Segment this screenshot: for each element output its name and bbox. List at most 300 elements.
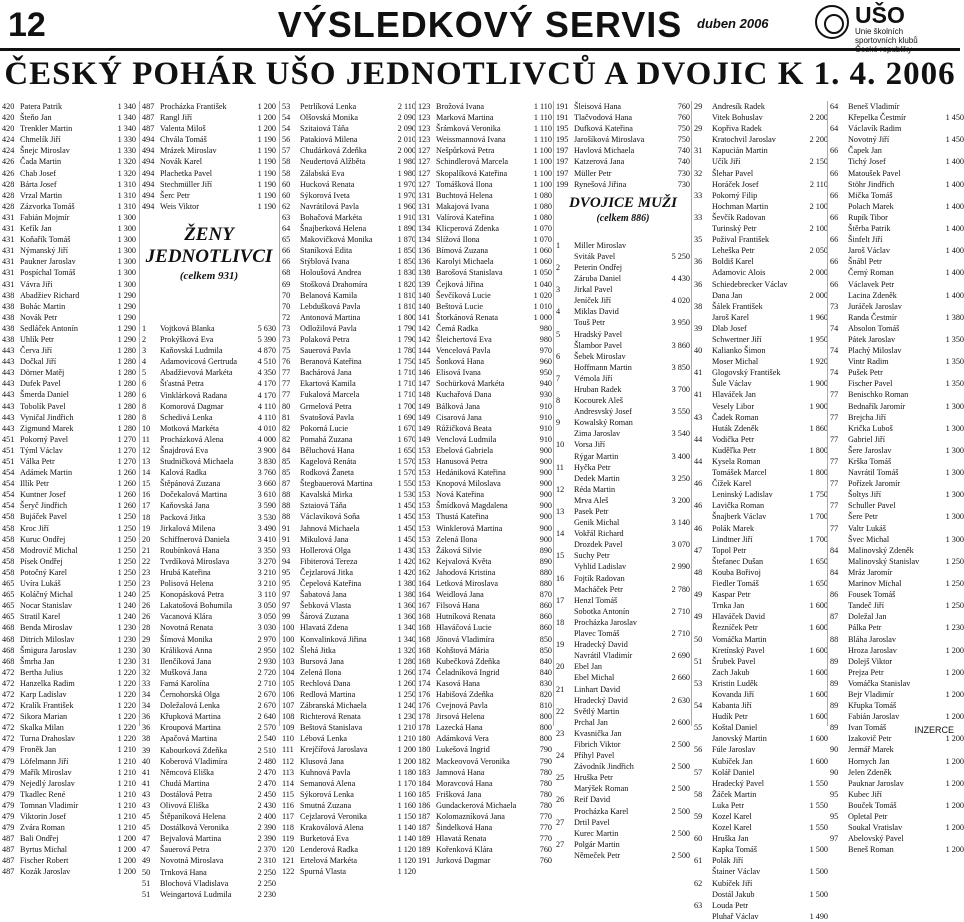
rank: 20	[142, 534, 151, 544]
result-row	[694, 323, 828, 334]
points: 890	[539, 556, 552, 566]
player-name: Zach Jakub	[712, 667, 750, 677]
points: 1 060	[533, 246, 552, 256]
rank: 97	[282, 601, 291, 611]
result-row	[418, 367, 552, 378]
result-row	[556, 573, 690, 584]
points: 1 260	[117, 468, 136, 478]
points: 1 200	[945, 756, 964, 766]
rank: 113	[282, 767, 294, 777]
rank: 119	[282, 834, 294, 844]
points: 1 700	[397, 401, 416, 411]
rank: 443	[2, 390, 15, 400]
player-name: Sztaiová Táňa	[300, 501, 347, 511]
result-row	[2, 523, 136, 534]
player-name: Hroza Jaroslav	[848, 645, 897, 655]
player-name: Vacanová Klára	[160, 612, 213, 622]
result-row	[556, 584, 690, 595]
points: 4 000	[257, 434, 276, 444]
rank	[694, 290, 712, 301]
rank: 66	[830, 146, 839, 156]
result-row	[694, 611, 828, 622]
result-row	[142, 367, 276, 378]
rank	[694, 179, 712, 190]
player-name: Šmerda Daniel	[20, 390, 69, 400]
player-name: Fukalová Marcela	[300, 390, 360, 400]
points: 1 300	[945, 534, 964, 544]
player-name: Hornych Jan	[848, 756, 890, 766]
rank	[556, 606, 574, 617]
rank: 93	[282, 545, 291, 555]
player-name: Weissmannová Ivana	[436, 135, 506, 145]
player-name: Burketová Eva	[300, 834, 349, 844]
result-row	[142, 700, 276, 711]
player-name: Mrva Aleš	[574, 495, 609, 505]
points: 1 200	[257, 102, 276, 111]
result-row	[418, 245, 552, 256]
player-name: Holoušová Andrea	[300, 268, 362, 278]
result-row	[2, 733, 136, 744]
result-row	[2, 622, 136, 633]
rank	[694, 866, 712, 877]
points: 1 240	[117, 601, 136, 611]
points: 1 800	[809, 445, 828, 455]
result-row	[2, 279, 136, 290]
rank: 189	[418, 834, 431, 844]
points: 760	[677, 102, 690, 111]
player-name: Světlý Martin	[574, 706, 620, 716]
result-row	[142, 334, 276, 345]
player-name: Olivová Eliška	[160, 800, 209, 810]
rank	[694, 134, 712, 145]
points: 1 250	[117, 534, 136, 544]
result-row	[830, 378, 964, 389]
rank: 46	[694, 479, 703, 489]
player-name: Zvára Roman	[20, 823, 65, 833]
player-name: Hrubá Kateřina	[160, 568, 211, 577]
player-name: Karolyi Michaela	[436, 257, 494, 267]
rank: 12	[142, 445, 151, 455]
result-row	[2, 101, 136, 112]
rank: 91	[282, 523, 291, 533]
result-row	[556, 134, 690, 145]
rank: 168	[418, 656, 431, 666]
player-name: Benda Miroslav	[20, 623, 73, 633]
player-name: Běluchová Hana	[300, 445, 355, 455]
rank: 34	[142, 701, 151, 711]
rank: 76	[282, 357, 291, 367]
rank	[830, 445, 848, 456]
result-row	[694, 744, 828, 755]
player-name: Čadek Roman	[712, 412, 759, 422]
player-name: Kowalský Roman	[574, 418, 633, 428]
points: 770	[539, 834, 552, 844]
result-row	[556, 329, 690, 340]
points: 1 340	[117, 124, 136, 134]
result-row	[556, 306, 690, 317]
player-name: Buchtová Helena	[436, 190, 493, 200]
result-row	[282, 511, 416, 522]
result-row	[418, 523, 552, 534]
player-name: Linhart David	[574, 684, 621, 694]
rank: 458	[2, 534, 15, 544]
result-row	[830, 711, 964, 722]
player-name: Lakatošová Bohumila	[160, 601, 233, 611]
points: 3 700	[671, 384, 690, 394]
rank: 77	[830, 479, 839, 489]
player-name: Adamovic Alois	[712, 268, 766, 278]
result-row	[2, 212, 136, 223]
rank: 451	[2, 445, 15, 455]
player-name: Šťastná Petra	[160, 379, 204, 389]
player-name: Pasek Petr	[574, 507, 609, 516]
result-row	[2, 567, 136, 578]
result-row	[142, 123, 276, 134]
player-name: Staníková Edita	[300, 246, 353, 256]
points: 1 220	[117, 712, 136, 722]
result-row	[142, 889, 276, 900]
rank: 3	[142, 346, 147, 356]
player-name: Fabián Jaroslav	[848, 712, 900, 722]
result-row	[142, 168, 276, 179]
player-name: Prchal Jan	[574, 717, 608, 727]
rank: 184	[418, 778, 431, 788]
result-row	[142, 390, 276, 401]
result-row	[556, 739, 690, 750]
player-name: Abelovský Pavel	[848, 834, 904, 844]
result-row	[142, 434, 276, 445]
points: 2 670	[257, 701, 276, 711]
player-name: Mařík Miroslav	[20, 767, 72, 777]
rank: 458	[2, 556, 15, 566]
result-row	[2, 389, 136, 400]
player-name: Jaroš Václav	[848, 246, 890, 256]
result-row	[142, 445, 276, 456]
result-row	[694, 478, 828, 489]
points: 1 250	[117, 545, 136, 555]
points: 2 200	[809, 135, 828, 145]
player-name: Vinklárková Radana	[160, 390, 228, 400]
points: 1 220	[117, 678, 136, 688]
rank: 4	[142, 357, 147, 367]
rank: 167	[418, 601, 431, 611]
points: 1 400	[945, 246, 964, 256]
player-name: Kratochvil Jaroslav	[712, 135, 776, 145]
rank: 428	[2, 179, 15, 189]
player-name: Bertha Julius	[20, 667, 63, 677]
rank: 134	[418, 224, 431, 234]
points: 2 390	[257, 823, 276, 833]
rank: 139	[418, 279, 431, 289]
points: 1 790	[397, 334, 416, 344]
points: 1 270	[117, 434, 136, 444]
result-row	[830, 534, 964, 545]
result-row	[418, 301, 552, 312]
player-name: Randa Čestmír	[848, 312, 897, 322]
player-name: Ertelová Markéta	[300, 856, 358, 866]
result-row	[694, 156, 828, 167]
rank: 195	[556, 124, 569, 134]
player-name: Šlehar Pavel	[712, 168, 754, 178]
result-row	[556, 101, 690, 112]
rank: 66	[830, 235, 839, 245]
result-row	[2, 345, 136, 356]
rank: 438	[2, 323, 15, 333]
result-row	[556, 406, 690, 417]
result-row	[830, 356, 964, 367]
result-row	[418, 767, 552, 778]
points: 1 750	[809, 490, 828, 500]
result-row	[2, 356, 136, 367]
rank: 426	[2, 157, 15, 167]
rank	[694, 312, 712, 323]
player-name: Ebelová Gabriela	[436, 445, 494, 455]
rank: 23	[142, 568, 151, 577]
player-name: Adámková Vera	[436, 734, 489, 744]
player-name: Němeček Petr	[574, 850, 621, 860]
rank: 153	[418, 457, 431, 466]
result-row	[418, 101, 552, 112]
rank: 153	[418, 523, 431, 533]
result-row	[830, 556, 964, 567]
rank: 131	[418, 212, 431, 222]
points: 1 400	[945, 268, 964, 278]
player-name: Čížek Karel	[712, 479, 752, 489]
player-name: Bejr Vladimír	[848, 689, 894, 699]
rank	[556, 628, 574, 639]
player-name: Tvrdíková Miroslava	[160, 556, 230, 566]
rank: 77	[830, 523, 839, 533]
rank	[694, 667, 712, 678]
rank	[830, 201, 848, 212]
points: 2 200	[809, 113, 828, 123]
result-row	[142, 811, 276, 822]
rank: 494	[142, 135, 155, 145]
result-row	[142, 667, 276, 678]
player-name: Stechmüller Jiří	[160, 179, 213, 189]
rank: 454	[2, 490, 15, 500]
result-row	[830, 744, 964, 755]
result-row	[142, 412, 276, 423]
rank: 41	[694, 390, 703, 400]
result-row	[418, 478, 552, 489]
rank: 431	[2, 246, 15, 256]
points: 3 900	[257, 445, 276, 455]
result-row	[418, 578, 552, 589]
result-row	[418, 833, 552, 844]
points: 3 610	[257, 490, 276, 500]
player-name: Bohác Martin	[20, 301, 66, 311]
points: 1 310	[117, 190, 136, 200]
player-name: Hanusová Petra	[436, 457, 488, 466]
player-name: Tichý Josef	[848, 157, 886, 167]
rank: 90	[830, 767, 839, 777]
rank: 174	[418, 678, 431, 688]
points: 1 160	[397, 789, 416, 799]
result-row	[282, 556, 416, 567]
rank	[694, 378, 712, 389]
player-name: Vojtková Blanka	[160, 323, 215, 333]
player-name: Hlavatá Renata	[436, 834, 487, 844]
player-name: Novák Karel	[160, 157, 203, 167]
points: 3 490	[257, 523, 276, 533]
result-row	[556, 561, 690, 572]
player-name: Kolář Daniel	[712, 767, 755, 777]
result-row	[282, 744, 416, 755]
rank: 149	[418, 401, 431, 411]
result-row	[556, 251, 690, 262]
result-row	[694, 822, 828, 833]
player-name: Lindtner Jiří	[712, 534, 753, 544]
player-name: Šrámková Veronika	[436, 124, 501, 134]
rank: 153	[418, 490, 431, 500]
result-row	[830, 833, 964, 844]
points: 750	[677, 124, 690, 134]
points: 1 020	[533, 290, 552, 300]
rank: 45	[142, 812, 151, 822]
rank: 65	[282, 235, 291, 245]
points: 2 090	[397, 113, 416, 123]
result-row	[282, 678, 416, 689]
result-row	[282, 456, 416, 467]
player-name: Miklas David	[574, 307, 619, 317]
rank: 50	[694, 634, 703, 644]
rank: 458	[2, 545, 15, 555]
points: 1 280	[117, 401, 136, 411]
player-name: Dočekalová Martina	[160, 490, 228, 500]
rank: 74	[830, 368, 839, 378]
player-name: Vesely Libor	[712, 401, 755, 411]
result-row	[556, 462, 690, 473]
points: 1 310	[117, 201, 136, 211]
rank: 31	[694, 146, 703, 156]
result-row	[142, 345, 276, 356]
result-row	[830, 156, 964, 167]
rank: 89	[830, 656, 839, 666]
result-row	[142, 756, 276, 767]
rank: 58	[694, 789, 703, 799]
player-name: Hutníková Renata	[436, 612, 496, 622]
rank: 472	[2, 712, 15, 722]
rank: 8	[142, 412, 147, 422]
result-row	[556, 484, 690, 495]
main-title: ČESKÝ POHÁR UŠO JEDNOTLIVCŮ A DVOJIC K 1. 4. 2006	[4, 56, 956, 92]
result-row	[142, 634, 276, 645]
points: 1 070	[533, 224, 552, 234]
result-row	[418, 234, 552, 245]
player-name: Weis Viktor	[160, 201, 199, 211]
player-name: Čepelová Kateřina	[300, 579, 362, 589]
points: 3 050	[257, 612, 276, 622]
points: 900	[539, 501, 552, 511]
result-row	[694, 500, 828, 511]
player-name: Jahnová Michaela	[300, 523, 360, 533]
player-name: Beranová Kateřina	[300, 357, 362, 367]
player-name: Křupková Martina	[160, 712, 221, 722]
player-name: Navrátilová Pavla	[300, 201, 359, 211]
result-row	[142, 689, 276, 700]
result-row	[142, 201, 276, 212]
player-name: Slížová Ilona	[436, 235, 480, 245]
rank: 72	[282, 312, 291, 322]
player-name: Pušek Petr	[848, 368, 883, 378]
result-row	[556, 850, 690, 861]
result-row	[694, 234, 828, 245]
player-name: Kuruc Ondřej	[20, 534, 66, 544]
result-row	[282, 168, 416, 179]
player-name: Trnková Hana	[160, 867, 207, 877]
points: 1 400	[945, 179, 964, 189]
points: 1 120	[397, 845, 416, 855]
points: 2 390	[257, 834, 276, 844]
points: 760	[539, 856, 552, 866]
result-row	[142, 523, 276, 534]
player-name: Hruška Petr	[574, 773, 613, 783]
points: 1 550	[397, 479, 416, 489]
player-name: Adamovicová Gertruda	[160, 357, 238, 367]
result-row	[830, 256, 964, 267]
player-name: Prejza Petr	[848, 667, 884, 677]
rank: 13	[142, 457, 151, 467]
rank: 472	[2, 723, 15, 733]
result-row	[418, 700, 552, 711]
result-row	[556, 112, 690, 123]
player-name: Nešpůrková Petra	[436, 146, 495, 156]
player-name: Weingartová Ludmila	[160, 889, 232, 899]
points: 910	[539, 434, 552, 444]
result-row	[694, 900, 828, 911]
points: 1 800	[397, 312, 416, 322]
rank: 41	[142, 767, 151, 777]
result-row	[830, 600, 964, 611]
result-row	[282, 822, 416, 833]
result-row	[418, 744, 552, 755]
points: 960	[539, 357, 552, 367]
points: 1 550	[809, 800, 828, 810]
points: 2 000	[809, 290, 828, 300]
player-name: Gabriel Jiří	[848, 434, 886, 444]
result-row	[282, 611, 416, 622]
result-row	[694, 101, 828, 112]
player-name: Kavalská Mirka	[300, 490, 353, 500]
rank: 176	[418, 689, 431, 699]
result-row	[694, 866, 828, 877]
player-name: Šlehá Jitka	[300, 645, 336, 655]
result-row	[142, 656, 276, 667]
points: 1 380	[945, 312, 964, 322]
player-name: Novotný Jiří	[848, 135, 890, 145]
player-name: Skopalíková Kateřina	[436, 168, 508, 178]
player-name: Bárta Josef	[20, 179, 57, 189]
player-name: Šrubek Pavel	[712, 656, 756, 666]
player-name: Bali Ondřej	[20, 834, 59, 844]
player-name: Pořízek Jaromír	[848, 479, 901, 489]
result-row	[418, 667, 552, 678]
points: 1 200	[117, 834, 136, 844]
rank	[556, 406, 574, 417]
rank: 6	[142, 379, 147, 389]
points: 1 190	[257, 179, 276, 189]
player-name: Réda Martin	[574, 484, 616, 494]
result-row	[830, 201, 964, 212]
points: 1 420	[397, 556, 416, 566]
points: 790	[539, 756, 552, 766]
result-row	[282, 212, 416, 223]
points: 1 200	[117, 845, 136, 855]
player-name: Fabián Mojmír	[20, 212, 70, 222]
rank	[830, 467, 848, 478]
points: 1 600	[809, 734, 828, 744]
